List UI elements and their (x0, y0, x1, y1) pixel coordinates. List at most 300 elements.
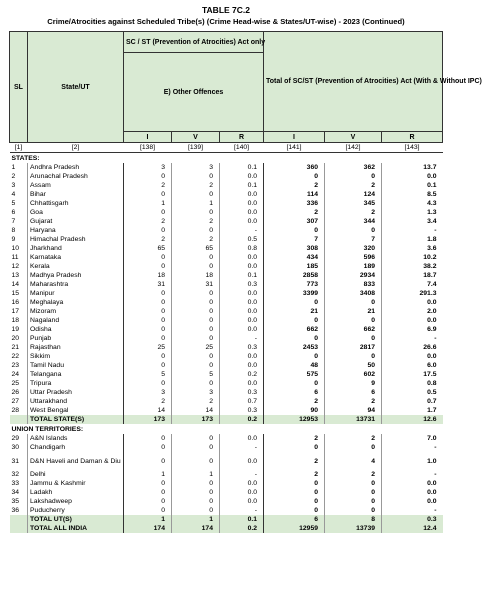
sl-cell: 6 (11, 209, 16, 216)
state-cell: Bihar (28, 190, 124, 199)
sl-cell: 8 (11, 227, 16, 234)
sl-cell: 11 (11, 254, 19, 261)
state-cell: Jharkhand (28, 244, 124, 253)
other-offences-rate-cell: - (220, 506, 264, 515)
total-rate-cell: 0.0 (382, 479, 443, 488)
state-cell: Mizoram (28, 307, 124, 316)
state-cell: Himachal Pradesh (28, 235, 124, 244)
other-offences-incidence-cell: 0 (124, 506, 172, 515)
section-header-row (10, 153, 443, 164)
other-offences-victims-cell: 1 (172, 515, 220, 524)
other-offences-victims-cell: 0 (172, 506, 220, 515)
other-offences-victims-cell: 3 (172, 388, 220, 397)
total-rate-cell: 0.0 (382, 172, 443, 181)
other-offences-victims-cell: 0 (172, 190, 220, 199)
other-offences-incidence-cell: 1 (124, 470, 172, 479)
total-incidence-cell: 0 (264, 172, 325, 181)
total-rate-cell: 1.3 (382, 208, 443, 217)
total-victims-cell: 0 (325, 226, 382, 235)
total-incidence-cell: 307 (264, 217, 325, 226)
other-offences-rate-cell: 0.0 (220, 488, 264, 497)
total-rate-cell: 0.5 (382, 388, 443, 397)
other-offences-incidence-cell: 1 (124, 199, 172, 208)
table-row (10, 190, 443, 199)
total-rate-cell: - (382, 470, 443, 479)
state-cell: West Bengal (28, 406, 124, 415)
state-cell: Ladakh (28, 488, 124, 497)
other-offences-victims-cell: 31 (172, 280, 220, 289)
other-offences-victims-cell: 5 (172, 370, 220, 379)
table-row (10, 253, 443, 262)
table-row (10, 388, 443, 397)
sl-cell: 10 (11, 245, 20, 252)
total-row (10, 515, 443, 524)
sl-cell: 7 (11, 218, 16, 225)
state-cell: Jammu & Kashmir (28, 479, 124, 488)
group1-subheader: E) Other Offences (124, 53, 264, 132)
other-offences-rate-cell: 0.0 (220, 497, 264, 506)
other-offences-rate-cell: 0.1 (220, 271, 264, 280)
other-offences-rate-cell: 0.0 (220, 352, 264, 361)
table-row (10, 208, 443, 217)
table-row (10, 334, 443, 343)
other-offences-incidence-cell: 174 (124, 524, 172, 533)
total-victims-cell: 8 (325, 515, 382, 524)
col-v-header: V (172, 132, 220, 143)
other-offences-victims-cell: 0 (172, 443, 220, 452)
other-offences-rate-cell: 0.7 (220, 397, 264, 406)
table-row (10, 199, 443, 208)
table-body (10, 153, 443, 534)
group2-header: Total of SC/ST (Prevention of Atrocities) Act (With & Without IPC) (264, 32, 443, 132)
total-incidence-cell: 308 (264, 244, 325, 253)
sl-cell: 1 (11, 164, 16, 171)
total-rate-cell: 8.5 (382, 190, 443, 199)
state-cell: Punjab (28, 334, 124, 343)
table-row (10, 298, 443, 307)
total-incidence-cell: 0 (264, 443, 325, 452)
other-offences-victims-cell: 0 (172, 352, 220, 361)
total-incidence-cell: 0 (264, 379, 325, 388)
state-cell: Nagaland (28, 316, 124, 325)
total-rate-cell: 26.6 (382, 343, 443, 352)
sl-cell: 26 (11, 389, 20, 396)
state-cell: Gujarat (28, 217, 124, 226)
total-incidence-cell: 575 (264, 370, 325, 379)
total-rate-cell: - (382, 506, 443, 515)
sl-cell: 34 (11, 489, 20, 496)
sl-cell: 30 (11, 444, 20, 451)
state-cell: A&N Islands (28, 434, 124, 443)
total-victims-cell: 4 (325, 452, 382, 470)
section-header-row (10, 424, 443, 434)
other-offences-incidence-cell: 14 (124, 406, 172, 415)
sl-cell: 18 (11, 317, 20, 324)
total-rate-cell: 12.6 (382, 415, 443, 424)
other-offences-victims-cell: 174 (172, 524, 220, 533)
total-incidence-cell: 0 (264, 497, 325, 506)
total-row (10, 524, 443, 533)
total-incidence-cell: 2 (264, 452, 325, 470)
table-row (10, 262, 443, 271)
total-victims-cell: 596 (325, 253, 382, 262)
total-rate-cell: 38.2 (382, 262, 443, 271)
total-rate-cell: 17.5 (382, 370, 443, 379)
total-rate-cell: 1.8 (382, 235, 443, 244)
table-row (10, 506, 443, 515)
sl-cell: 21 (11, 344, 20, 351)
total-incidence-cell: 21 (264, 307, 325, 316)
other-offences-incidence-cell: 3 (124, 388, 172, 397)
column-index: [143] (382, 143, 443, 153)
table-row (10, 488, 443, 497)
total-incidence-cell: 360 (264, 163, 325, 172)
other-offences-incidence-cell: 0 (124, 497, 172, 506)
total-rate-cell: 1.0 (382, 452, 443, 470)
total-victims-cell: 2 (325, 208, 382, 217)
total-incidence-cell: 0 (264, 316, 325, 325)
table-row (10, 479, 443, 488)
total-incidence-cell: 0 (264, 298, 325, 307)
column-index: [138] (124, 143, 172, 153)
total-incidence-cell: 6 (264, 515, 325, 524)
other-offences-victims-cell: 0 (172, 361, 220, 370)
total-victims-cell: 94 (325, 406, 382, 415)
table-row (10, 443, 443, 452)
table-row (10, 452, 443, 470)
total-victims-cell: 189 (325, 262, 382, 271)
other-offences-victims-cell: 0 (172, 379, 220, 388)
state-cell: Odisha (28, 325, 124, 334)
state-cell: Lakshadweep (28, 497, 124, 506)
sl-cell: 15 (11, 290, 20, 297)
sl-cell: 29 (11, 435, 20, 442)
total-incidence-cell: 7 (264, 235, 325, 244)
other-offences-incidence-cell: 3 (124, 163, 172, 172)
other-offences-incidence-cell: 2 (124, 235, 172, 244)
state-cell: Delhi (28, 470, 124, 479)
other-offences-victims-cell: 18 (172, 271, 220, 280)
other-offences-victims-cell: 0 (172, 298, 220, 307)
other-offences-rate-cell: 0.0 (220, 199, 264, 208)
column-index: [2] (28, 143, 124, 153)
total-incidence-cell: 114 (264, 190, 325, 199)
total-rate-cell: 18.7 (382, 271, 443, 280)
other-offences-rate-cell: 0.0 (220, 479, 264, 488)
other-offences-incidence-cell: 0 (124, 452, 172, 470)
other-offences-rate-cell: 0.2 (220, 524, 264, 533)
sl-cell: 23 (11, 362, 20, 369)
other-offences-incidence-cell: 2 (124, 217, 172, 226)
sl-cell: 27 (11, 398, 20, 405)
sl-cell: 17 (11, 308, 20, 315)
sl-cell (10, 515, 28, 524)
total-victims-cell: 362 (325, 163, 382, 172)
state-cell: Chandigarh (28, 443, 124, 452)
state-cell: TOTAL STATE(S) (28, 415, 124, 424)
total-incidence-cell: 90 (264, 406, 325, 415)
other-offences-incidence-cell: 31 (124, 280, 172, 289)
other-offences-incidence-cell: 0 (124, 289, 172, 298)
table-row (10, 244, 443, 253)
other-offences-victims-cell: 25 (172, 343, 220, 352)
total-rate-cell: 0.8 (382, 379, 443, 388)
other-offences-incidence-cell: 0 (124, 334, 172, 343)
total-incidence-cell: 336 (264, 199, 325, 208)
total-victims-cell: 13739 (325, 524, 382, 533)
other-offences-rate-cell: - (220, 334, 264, 343)
state-cell: Assam (28, 181, 124, 190)
table-row (10, 316, 443, 325)
state-cell: Arunachal Pradesh (28, 172, 124, 181)
other-offences-incidence-cell: 25 (124, 343, 172, 352)
other-offences-victims-cell: 14 (172, 406, 220, 415)
other-offences-victims-cell: 65 (172, 244, 220, 253)
table-row (10, 379, 443, 388)
table-row (10, 226, 443, 235)
table-row (10, 434, 443, 443)
total-rate-cell: 1.7 (382, 406, 443, 415)
state-cell: Madhya Pradesh (28, 271, 124, 280)
total-rate-cell: 291.3 (382, 289, 443, 298)
sl-cell: 25 (11, 380, 20, 387)
sl-cell: 9 (11, 236, 16, 243)
other-offences-rate-cell: 0.0 (220, 253, 264, 262)
other-offences-rate-cell: 0.5 (220, 235, 264, 244)
total-incidence-cell: 2 (264, 470, 325, 479)
total-rate-cell: 4.3 (382, 199, 443, 208)
total-victims-cell: 0 (325, 298, 382, 307)
other-offences-rate-cell: 0.3 (220, 388, 264, 397)
other-offences-victims-cell: 0 (172, 434, 220, 443)
other-offences-rate-cell: 0.3 (220, 280, 264, 289)
total-rate-cell: 13.7 (382, 163, 443, 172)
total-victims-cell: 13731 (325, 415, 382, 424)
total-victims-cell: 602 (325, 370, 382, 379)
crime-table (9, 31, 482, 533)
total-victims-cell: 320 (325, 244, 382, 253)
other-offences-incidence-cell: 0 (124, 379, 172, 388)
state-cell: TOTAL UT(S) (28, 515, 124, 524)
col-i-header: I (264, 132, 325, 143)
total-incidence-cell: 48 (264, 361, 325, 370)
sl-cell: 4 (11, 191, 16, 198)
total-incidence-cell: 0 (264, 479, 325, 488)
other-offences-rate-cell: 0.0 (220, 217, 264, 226)
state-cell: TOTAL ALL INDIA (28, 524, 124, 533)
other-offences-rate-cell: 0.0 (220, 452, 264, 470)
other-offences-incidence-cell: 65 (124, 244, 172, 253)
total-rate-cell: 6.0 (382, 361, 443, 370)
total-rate-cell: 10.2 (382, 253, 443, 262)
state-cell: Manipur (28, 289, 124, 298)
other-offences-rate-cell: 0.0 (220, 325, 264, 334)
total-victims-cell: 21 (325, 307, 382, 316)
total-victims-cell: 6 (325, 388, 382, 397)
table-row (10, 289, 443, 298)
other-offences-victims-cell: 0 (172, 316, 220, 325)
total-incidence-cell: 12959 (264, 524, 325, 533)
other-offences-victims-cell: 0 (172, 497, 220, 506)
total-victims-cell: 0 (325, 316, 382, 325)
table-row (10, 370, 443, 379)
state-cell: Telangana (28, 370, 124, 379)
other-offences-rate-cell: 0.3 (220, 343, 264, 352)
total-incidence-cell: 0 (264, 488, 325, 497)
other-offences-incidence-cell: 0 (124, 443, 172, 452)
other-offences-incidence-cell: 0 (124, 172, 172, 181)
sl-cell: 13 (11, 272, 20, 279)
total-incidence-cell: 2 (264, 397, 325, 406)
other-offences-victims-cell: 0 (172, 172, 220, 181)
table-row (10, 352, 443, 361)
total-incidence-cell: 2453 (264, 343, 325, 352)
state-cell: Tamil Nadu (28, 361, 124, 370)
table-row (10, 217, 443, 226)
other-offences-rate-cell: 0.0 (220, 316, 264, 325)
other-offences-victims-cell: 0 (172, 208, 220, 217)
total-victims-cell: 2 (325, 397, 382, 406)
total-victims-cell: 2 (325, 434, 382, 443)
total-incidence-cell: 2 (264, 434, 325, 443)
sl-cell: 32 (11, 471, 20, 478)
other-offences-rate-cell: 0.2 (220, 415, 264, 424)
other-offences-incidence-cell: 0 (124, 352, 172, 361)
sl-cell: 14 (11, 281, 20, 288)
state-cell: Maharashtra (28, 280, 124, 289)
total-victims-cell: 0 (325, 488, 382, 497)
other-offences-incidence-cell: 0 (124, 226, 172, 235)
total-victims-cell: 2817 (325, 343, 382, 352)
other-offences-rate-cell: 0.0 (220, 208, 264, 217)
sl-cell: 20 (11, 335, 20, 342)
sl-cell: 5 (11, 200, 16, 207)
column-index: [1] (10, 143, 28, 153)
total-incidence-cell: 2 (264, 208, 325, 217)
state-cell: Andhra Pradesh (28, 163, 124, 172)
column-index: [140] (220, 143, 264, 153)
total-rate-cell: 0.0 (382, 497, 443, 506)
total-victims-cell: 0 (325, 443, 382, 452)
total-incidence-cell: 0 (264, 506, 325, 515)
other-offences-rate-cell: 0.0 (220, 379, 264, 388)
column-index: [142] (325, 143, 382, 153)
column-index-row (10, 143, 443, 153)
sl-cell: 22 (11, 353, 20, 360)
sl-header: SL (10, 32, 28, 143)
other-offences-incidence-cell: 0 (124, 316, 172, 325)
sl-cell: 2 (11, 173, 16, 180)
total-rate-cell: 2.0 (382, 307, 443, 316)
total-rate-cell: 6.9 (382, 325, 443, 334)
total-victims-cell: 50 (325, 361, 382, 370)
total-victims-cell: 0 (325, 506, 382, 515)
other-offences-incidence-cell: 0 (124, 307, 172, 316)
total-victims-cell: 344 (325, 217, 382, 226)
other-offences-rate-cell: - (220, 226, 264, 235)
total-incidence-cell: 0 (264, 226, 325, 235)
other-offences-rate-cell: 0.0 (220, 172, 264, 181)
total-incidence-cell: 3399 (264, 289, 325, 298)
col-v-header: V (325, 132, 382, 143)
other-offences-incidence-cell: 0 (124, 298, 172, 307)
section-label: STATES: (11, 154, 40, 162)
total-incidence-cell: 185 (264, 262, 325, 271)
state-cell: Rajasthan (28, 343, 124, 352)
other-offences-incidence-cell: 1 (124, 515, 172, 524)
total-victims-cell: 7 (325, 235, 382, 244)
other-offences-rate-cell: 0.0 (220, 262, 264, 271)
other-offences-victims-cell: 1 (172, 199, 220, 208)
col-r-header: R (220, 132, 264, 143)
column-index: [141] (264, 143, 325, 153)
table-row (10, 343, 443, 352)
other-offences-victims-cell: 1 (172, 470, 220, 479)
table-row (10, 325, 443, 334)
total-incidence-cell: 434 (264, 253, 325, 262)
other-offences-incidence-cell: 18 (124, 271, 172, 280)
total-incidence-cell: 12953 (264, 415, 325, 424)
sl-cell: 33 (11, 480, 20, 487)
total-rate-cell: 7.0 (382, 434, 443, 443)
other-offences-victims-cell: 2 (172, 235, 220, 244)
other-offences-rate-cell: 0.8 (220, 244, 264, 253)
other-offences-rate-cell: - (220, 470, 264, 479)
table-row (10, 470, 443, 479)
total-incidence-cell: 6 (264, 388, 325, 397)
other-offences-rate-cell: 0.1 (220, 515, 264, 524)
table-row (10, 397, 443, 406)
state-cell: Puducherry (28, 506, 124, 515)
other-offences-rate-cell: 0.0 (220, 434, 264, 443)
state-cell: Goa (28, 208, 124, 217)
other-offences-rate-cell: - (220, 443, 264, 452)
other-offences-victims-cell: 2 (172, 181, 220, 190)
sl-cell: 19 (11, 326, 20, 333)
sl-cell: 36 (11, 507, 20, 514)
total-incidence-cell: 773 (264, 280, 325, 289)
state-cell: Haryana (28, 226, 124, 235)
total-victims-cell: 0 (325, 497, 382, 506)
table-row (10, 280, 443, 289)
other-offences-victims-cell: 0 (172, 253, 220, 262)
other-offences-incidence-cell: 0 (124, 325, 172, 334)
column-index: [139] (172, 143, 220, 153)
total-rate-cell: 0.1 (382, 181, 443, 190)
other-offences-rate-cell: 0.0 (220, 190, 264, 199)
other-offences-incidence-cell: 0 (124, 262, 172, 271)
state-cell: Meghalaya (28, 298, 124, 307)
other-offences-rate-cell: 0.0 (220, 307, 264, 316)
total-rate-cell: 3.4 (382, 217, 443, 226)
other-offences-victims-cell: 173 (172, 415, 220, 424)
other-offences-incidence-cell: 173 (124, 415, 172, 424)
other-offences-rate-cell: 0.1 (220, 163, 264, 172)
total-victims-cell: 833 (325, 280, 382, 289)
other-offences-victims-cell: 0 (172, 452, 220, 470)
state-cell: Tripura (28, 379, 124, 388)
sl-cell: 3 (11, 182, 16, 189)
other-offences-incidence-cell: 2 (124, 397, 172, 406)
section-label: UNION TERRITORIES: (11, 425, 84, 433)
group1-header: SC / ST (Prevention of Atrocities) Act only (124, 32, 264, 53)
other-offences-victims-cell: 0 (172, 226, 220, 235)
other-offences-rate-cell: 0.1 (220, 181, 264, 190)
other-offences-rate-cell: 0.0 (220, 289, 264, 298)
total-rate-cell: 12.4 (382, 524, 443, 533)
sl-cell: 35 (11, 498, 20, 505)
other-offences-victims-cell: 2 (172, 397, 220, 406)
